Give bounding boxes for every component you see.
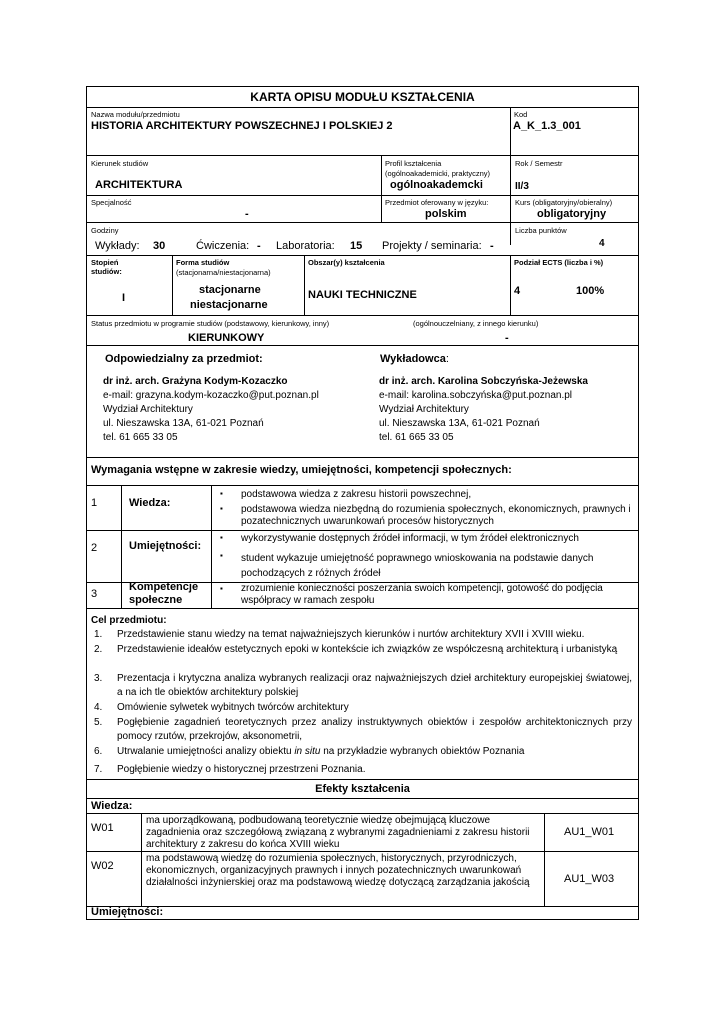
responsible-email: e-mail: grazyna.kodym-kozaczko@put.poznan.pl [103,390,319,401]
goal-text: Pogłębienie zagadnień teoretycznych przez analizy instruktywnych obiektów i zespołów architektonicznych przy pomocy rzutów, przekrojów, aksonometrii, [117,717,632,742]
goal-text: Przedstawienie stanu wiedzy na temat najważniejszych kierunków i nurtów architektury XVII i XVIII wieku. [117,629,585,640]
points-label: Liczba punktów [515,226,567,235]
goal-number: 7. [94,764,103,775]
knowledge-heading: Wiedza: [91,800,133,812]
goal-item [94,716,632,744]
study-form-sublabel: (stacjonarna/niestacjonarna) [176,268,271,277]
goal-item [94,672,632,700]
effect-ref: AU1_W03 [564,873,615,885]
exercises-value: - [257,240,261,252]
effect-ref: AU1_W01 [564,826,615,838]
area-value: NAUKI TECHNICZNE [308,289,417,301]
bullet-icon: ▪ [220,504,223,513]
exercises-label: Ćwiczenia: [196,240,250,252]
lectures-label: Wykłady: [95,240,140,252]
status-value: KIERUNKOWY [188,332,265,344]
goal-text-part: Utrwalanie umiejętności analizy obiektu [117,746,295,757]
status-label-2: (ogólnouczelniany, z innego kierunku) [413,319,539,328]
goal-number: 1. [94,629,103,640]
goal-text [117,745,632,759]
status-value-2: - [505,332,509,344]
goal-text: Przedstawienie ideałów estetycznych epoki w kontekście ich związków ze współczesną architekturą i urbanistyką [117,644,618,655]
responsible-heading: Odpowiedzialny za przedmiot: [105,353,263,365]
prereq-item: podstawowa wiedza z zakresu historii powszechnej, [241,489,472,500]
prereq-num: 1 [91,497,98,509]
status-label: Status przedmiotu w programie studiów (podstawowy, kierunkowy, inny) [91,319,330,328]
labs-label: Laboratoria: [276,240,335,252]
module-code: A_K_1.3_001 [513,120,581,132]
field-value: ARCHITEKTURA [95,179,183,191]
effect-code: W01 [91,822,114,834]
responsible-phone: tel. 61 665 33 05 [103,432,178,443]
goal-item [94,643,632,657]
area-label: Obszar(y) kształcenia [308,258,385,267]
ects-number: 4 [514,285,521,297]
lecturer-email: e-mail: karolina.sobczyńska@put.poznan.pl [379,390,573,401]
prereq-label: Umiejętności: [129,540,202,552]
bullet-icon: ▪ [220,551,223,560]
study-form-value-1: stacjonarne [199,284,261,296]
projects-value: - [490,240,494,252]
code-label: Kod [514,110,528,119]
page-title: KARTA OPISU MODUŁU KSZTAŁCENIA [250,90,475,104]
prereq-heading: Wymagania wstępne w zakresie wiedzy, umiejętności, kompetencji społecznych: [91,464,512,476]
goal-text: Pogłębienie wiedzy o historycznej przestrzeni Poznania. [117,764,366,775]
language-label: Przedmiot oferowany w języku: [385,198,489,207]
goal-number: 5. [94,717,103,728]
language-value: polskim [425,208,467,220]
profile-value: ogólnoakademcki [390,179,483,191]
responsible-name: dr inż. arch. Grażyna Kodym-Kozaczko [103,376,288,387]
prereq-item: podstawowa wiedza niezbędną do rozumienia społecznych, ekonomicznych, prawnych i pozatechnicznych uwarunkowań procesów historycznych [241,504,631,527]
study-form-label: Forma studiów [176,258,230,267]
course-type-label: Kurs (obligatoryjny/obieralny) [515,198,613,207]
effect-text: ma podstawową wiedzę do rozumienia społecznych, historycznych, przyrodniczych, ekonomicznych, organizacyjnych prawnych i innych pozatechnicznych uwarunkowań działalności inżynierskiej oraz ma podstawową wiedzę dotyczącą zarządzania jakością [146,853,530,888]
specialty-value: - [245,208,249,220]
projects-label: Projekty / seminaria: [382,240,482,252]
prereq-item: student wykazuje umiejętność poprawnego wnioskowania na podstawie danych pochodzących z różnych źródeł [241,553,594,579]
goal-number: 3. [94,673,103,684]
year-value: II/3 [515,181,529,192]
prereq-item: wykorzystywanie dostępnych źródeł informacji, w tym źródeł elektronicznych [241,533,579,544]
lecturer-name: dr inż. arch. Karolina Sobczyńska-Jeżewska [379,376,588,387]
goal-item [94,745,632,759]
bullet-icon: ▪ [220,533,223,542]
goal-number: 4. [94,702,103,713]
lecturer-heading: Wykładowca [380,353,446,365]
points-value: 4 [599,238,605,249]
goals-heading: Cel przedmiotu: [91,615,167,626]
goal-text: Prezentacja i krytyczna analiza wybranych realizacji oraz najważniejszych dzieł architektury europejskiej światowej, a na ich tle obiektów architektury polskiej [117,673,632,698]
ects-percent: 100% [576,285,605,297]
lecturer-dept: Wydział Architektury [379,404,469,415]
lectures-value: 30 [153,240,166,252]
lecturer-address: ul. Nieszawska 13A, 61-021 Poznań [379,418,540,429]
goal-item [94,701,632,715]
field-label: Kierunek studiów [91,159,149,168]
goal-number: 2. [94,644,103,655]
bullet-icon: ▪ [220,489,223,498]
goal-item [94,628,632,642]
skills-heading: Umiejętności: [91,906,164,918]
labs-value: 15 [350,240,363,252]
year-label: Rok / Semestr [515,159,563,168]
goal-text-italic: in situ [294,746,321,757]
responsible-dept: Wydział Architektury [103,404,193,415]
bullet-icon: ▪ [220,584,223,593]
goal-item [94,763,632,777]
study-form-value-2: niestacjonarne [190,299,268,311]
course-type-value: obligatoryjny [537,208,607,220]
degree-label: Stopień studiów: [91,258,122,276]
goal-text: Omówienie sylwetek wybitnych twórców architektury [117,702,349,713]
profile-label: Profil kształcenia [385,159,442,168]
goal-text-part: na przykładzie wybranych obiektów Poznania [320,746,525,757]
prereq-label: Kompetencje społeczne [129,581,199,606]
degree-value: I [122,292,126,304]
prereq-num: 3 [91,588,98,600]
effects-heading: Efekty kształcenia [315,783,410,795]
responsible-address: ul. Nieszawska 13A, 61-021 Poznań [103,418,264,429]
specialty-label: Specjalność [91,198,132,207]
lecturer-phone: tel. 61 665 33 05 [379,432,454,443]
effect-text: ma uporządkowaną, podbudowaną teoretycznie wiedzę obejmującą kluczowe zagadnienia oraz szczegółową związaną z wybranymi zagadnieniami z zakresu historii architektury z zakresu do końca XVIII wieku [146,815,530,850]
effect-code: W02 [91,860,114,872]
goal-number: 6. [94,746,103,757]
ects-label: Podział ECTS (liczba i %) [514,258,604,267]
hours-label: Godziny [91,226,119,235]
lecturer-heading-colon: : [445,353,449,365]
module-name: HISTORIA ARCHITEKTURY POWSZECHNEJ I POLSKIEJ 2 [91,120,393,132]
prereq-num: 2 [91,542,98,554]
lecturer-heading-wrap [380,353,449,365]
prereq-label: Wiedza: [129,497,171,509]
prereq-item: zrozumienie konieczności poszerzania swoich kompetencji, gotowość do podjęcia współpracy w ramach zespołu [241,583,603,606]
profile-sublabel: (ogólnoakademicki, praktyczny) [385,169,491,178]
module-label: Nazwa modułu/przedmiotu [91,110,180,119]
